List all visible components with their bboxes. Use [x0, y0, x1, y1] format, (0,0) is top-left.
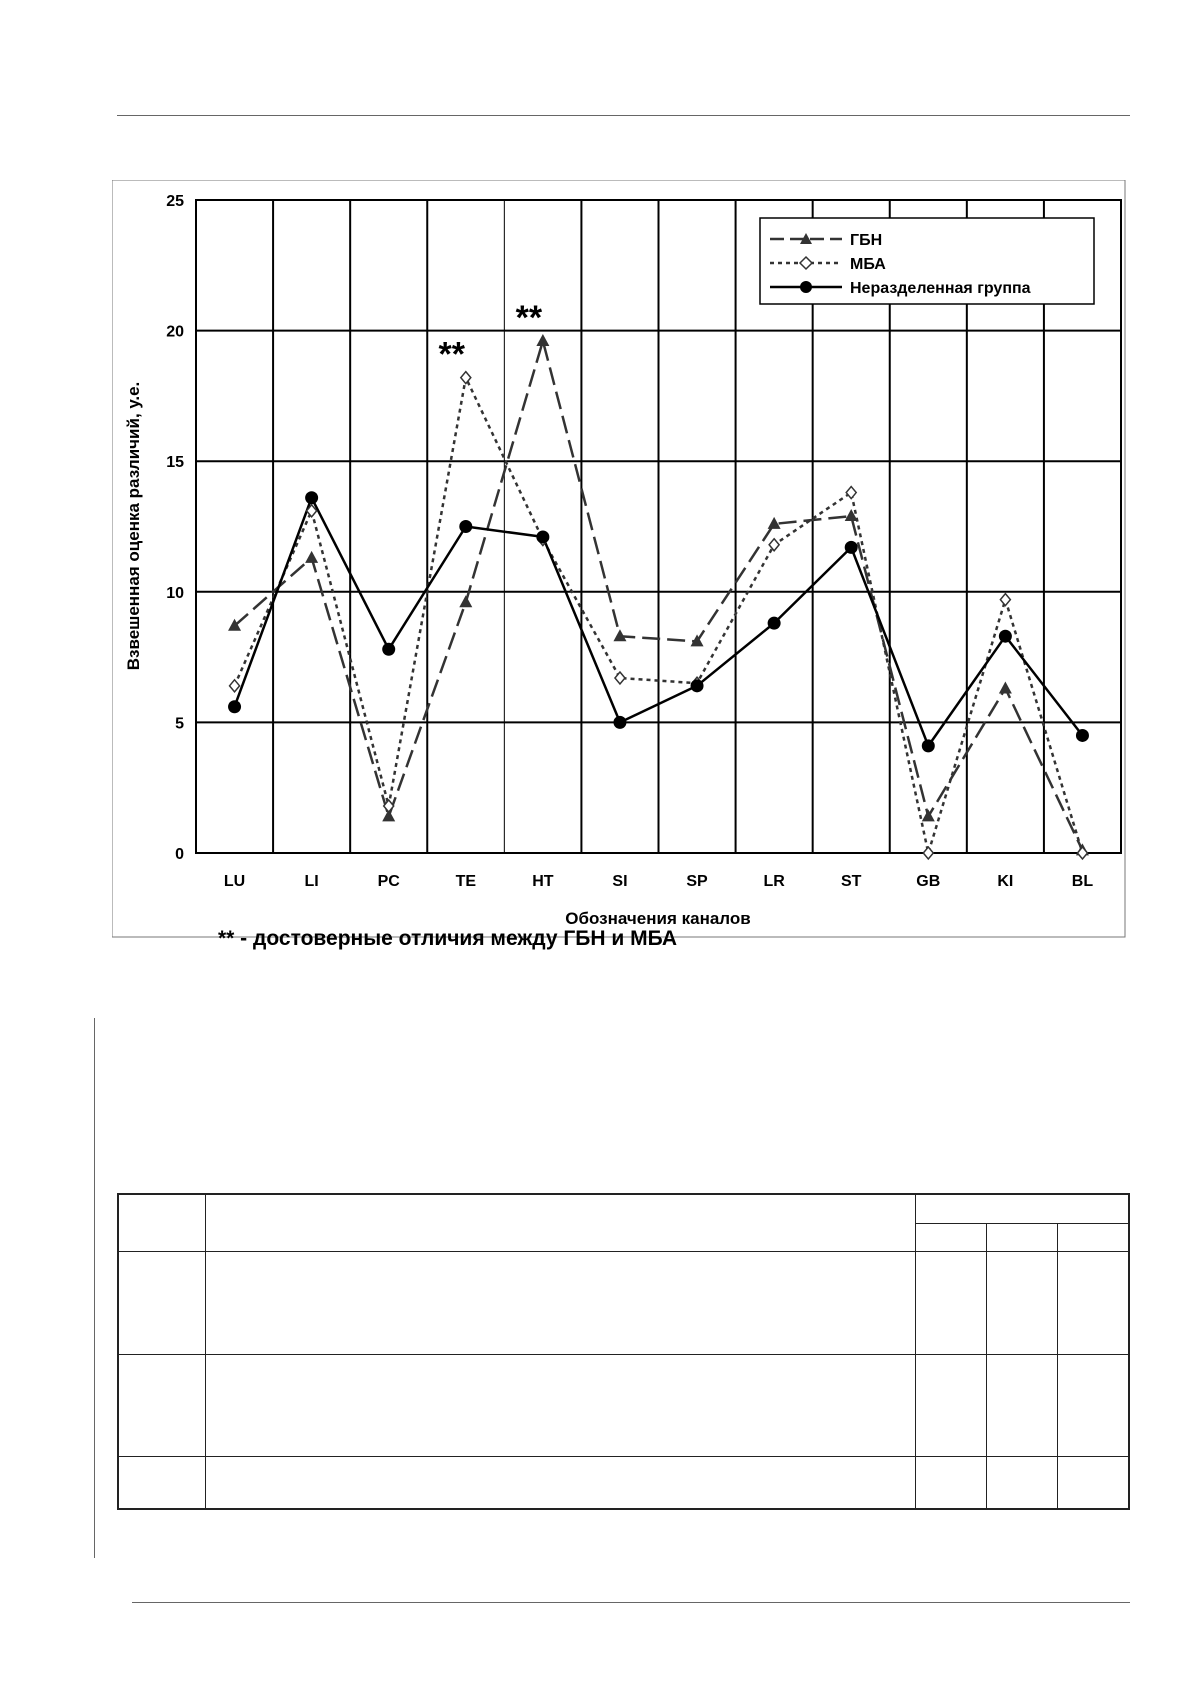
data-point-combined — [382, 643, 395, 656]
x-tick-label: LR — [763, 873, 785, 890]
table-header-subrow-line — [915, 1223, 1129, 1224]
x-tick-label: SI — [612, 873, 628, 890]
y-tick-label: 5 — [175, 715, 184, 733]
legend-label-mba: МБА — [850, 256, 886, 273]
table-row-line-3 — [117, 1456, 1130, 1457]
data-point-combined — [999, 630, 1012, 643]
x-tick-label: SP — [686, 873, 708, 890]
y-tick-label: 20 — [166, 323, 184, 341]
data-point-combined — [691, 679, 704, 692]
data-point-combined — [922, 739, 935, 752]
data-point-combined — [228, 700, 241, 713]
x-axis-title: Обозначения каналов — [565, 909, 751, 928]
x-tick-label: HT — [532, 873, 554, 890]
legend-label-gbn: ГБН — [850, 232, 883, 249]
table-border-right — [1128, 1193, 1130, 1510]
x-tick-label: GB — [916, 873, 941, 890]
x-tick-label: KI — [997, 873, 1014, 890]
y-tick-label: 10 — [166, 584, 184, 602]
line-chart — [112, 180, 1132, 970]
data-point-combined — [536, 530, 549, 543]
footer-rule — [132, 1602, 1130, 1603]
table-border-bottom — [117, 1508, 1130, 1510]
data-point-combined — [613, 716, 626, 729]
table-row-line-1 — [117, 1251, 1130, 1252]
x-tick-label: PC — [377, 873, 400, 890]
significance-footnote: ** - достоверные отличия между ГБН и МБА — [218, 927, 678, 950]
x-tick-label: BL — [1071, 873, 1094, 890]
legend — [760, 218, 1094, 304]
table-row-line-2 — [117, 1354, 1130, 1355]
table-border-left — [117, 1193, 119, 1510]
y-tick-label: 0 — [175, 846, 184, 863]
header-rule — [117, 115, 1130, 116]
x-tick-label: LU — [223, 873, 246, 890]
table-col-divider-2 — [915, 1193, 916, 1510]
data-point-combined — [305, 491, 318, 504]
data-point-combined — [768, 617, 781, 630]
table-col-divider-1 — [205, 1193, 206, 1510]
left-margin-line — [94, 1018, 95, 1558]
data-point-combined — [459, 520, 472, 533]
data-point-combined — [1076, 729, 1089, 742]
significance-marker: ** — [438, 335, 466, 374]
table-col-divider-3 — [986, 1223, 987, 1510]
legend-marker-combined — [800, 281, 812, 293]
table-col-divider-4 — [1057, 1223, 1058, 1510]
x-tick-label: LI — [304, 873, 319, 890]
legend-label-combined: Неразделенная группа — [850, 280, 1031, 297]
x-tick-label: TE — [455, 873, 477, 890]
y-tick-label: 15 — [166, 454, 184, 472]
significance-marker: ** — [515, 299, 543, 338]
data-point-combined — [845, 541, 858, 554]
table-border-top — [117, 1193, 1130, 1195]
x-tick-label: ST — [840, 873, 862, 890]
y-tick-label: 25 — [166, 193, 184, 210]
y-axis-title: Взвешенная оценка различий, у.е. — [124, 381, 143, 671]
